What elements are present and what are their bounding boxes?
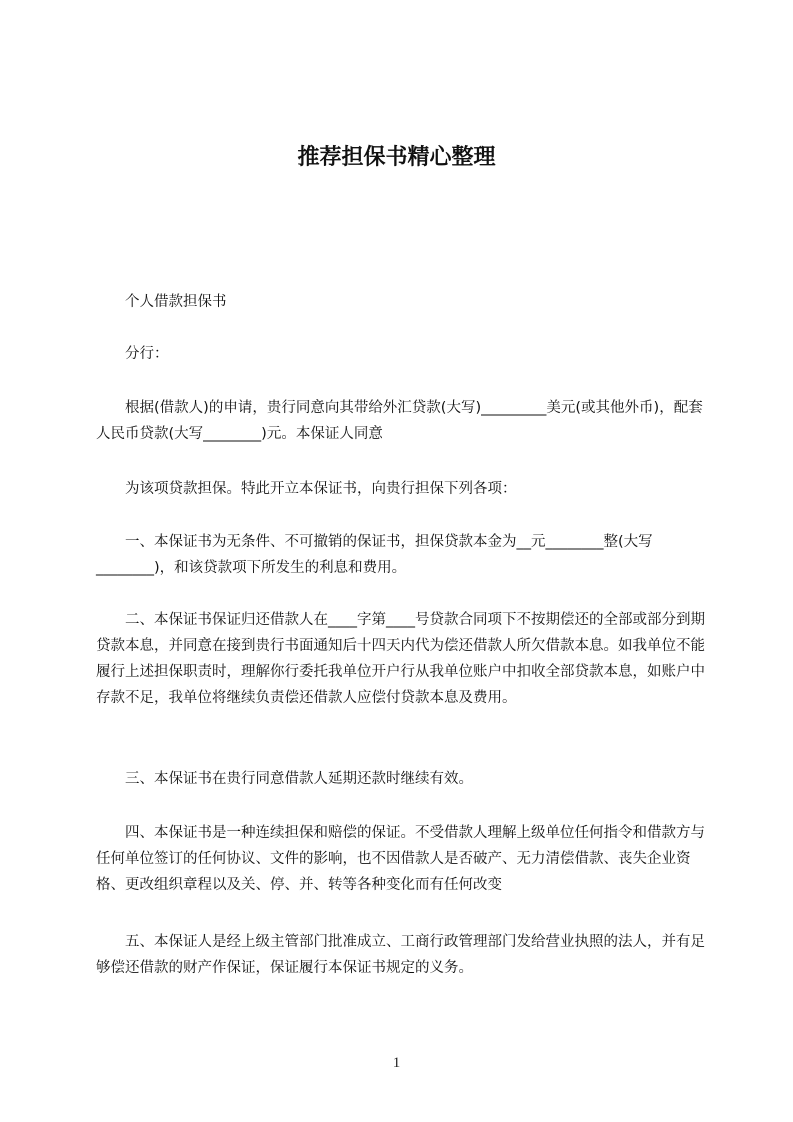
paragraph-clause-3: 三、本保证书在贵行同意借款人延期还款时继续有效。 [125,771,473,787]
paragraph-clause-2: 二、本保证书保证归还借款人在____字第____号贷款合同项下不按期偿还的全部或部分到期贷款本息，并同意在接到贵行书面通知后十四天内代为偿还借款人所欠借款本息。如我单位不能履行上述担保职责时，理解你行委托我单位开户行从我单位账户中扣收全部贷款本息，如账户中存款不足，我单位将继续负责偿还借款人应偿付贷款本息及费用。 [96,612,705,706]
paragraph-clause-1: 一、本保证书为无条件、不可撤销的保证书，担保贷款本金为__元________整(大写________)，和该贷款项下所发生的利息和费用。 [96,534,653,576]
paragraph-clause-4: 四、本保证书是一种连续担保和赔偿的保证。不受借款人理解上级单位任何指令和借款方与任何单位签订的任何协议、文件的影响，也不因借款人是否破产、无力清偿借款、丧失企业资格、更改组织章程以及关、停、并、转等各种变化而有任何改变 [96,825,705,893]
paragraph-intro: 根据(借款人)的申请，贵行同意向其带给外汇贷款(大写)_________美元(或其他外币)，配套人民币贷款(大写________)元。本保证人同意 [96,400,703,442]
paragraph-purpose: 为该项贷款担保。特此开立本保证书，向贵行担保下列各项： [125,481,517,497]
paragraph-salutation: 分行： [125,346,169,362]
paragraph-clause-5: 五、本保证人是经上级主管部门批准成立、工商行政管理部门发给营业执照的法人，并有足够偿还借款的财产作保证，保证履行本保证书规定的义务。 [96,934,705,976]
paragraph-heading: 个人借款担保书 [125,294,227,310]
document-title: 推荐担保书精心整理 [297,145,496,170]
page-number: 1 [392,1055,401,1071]
